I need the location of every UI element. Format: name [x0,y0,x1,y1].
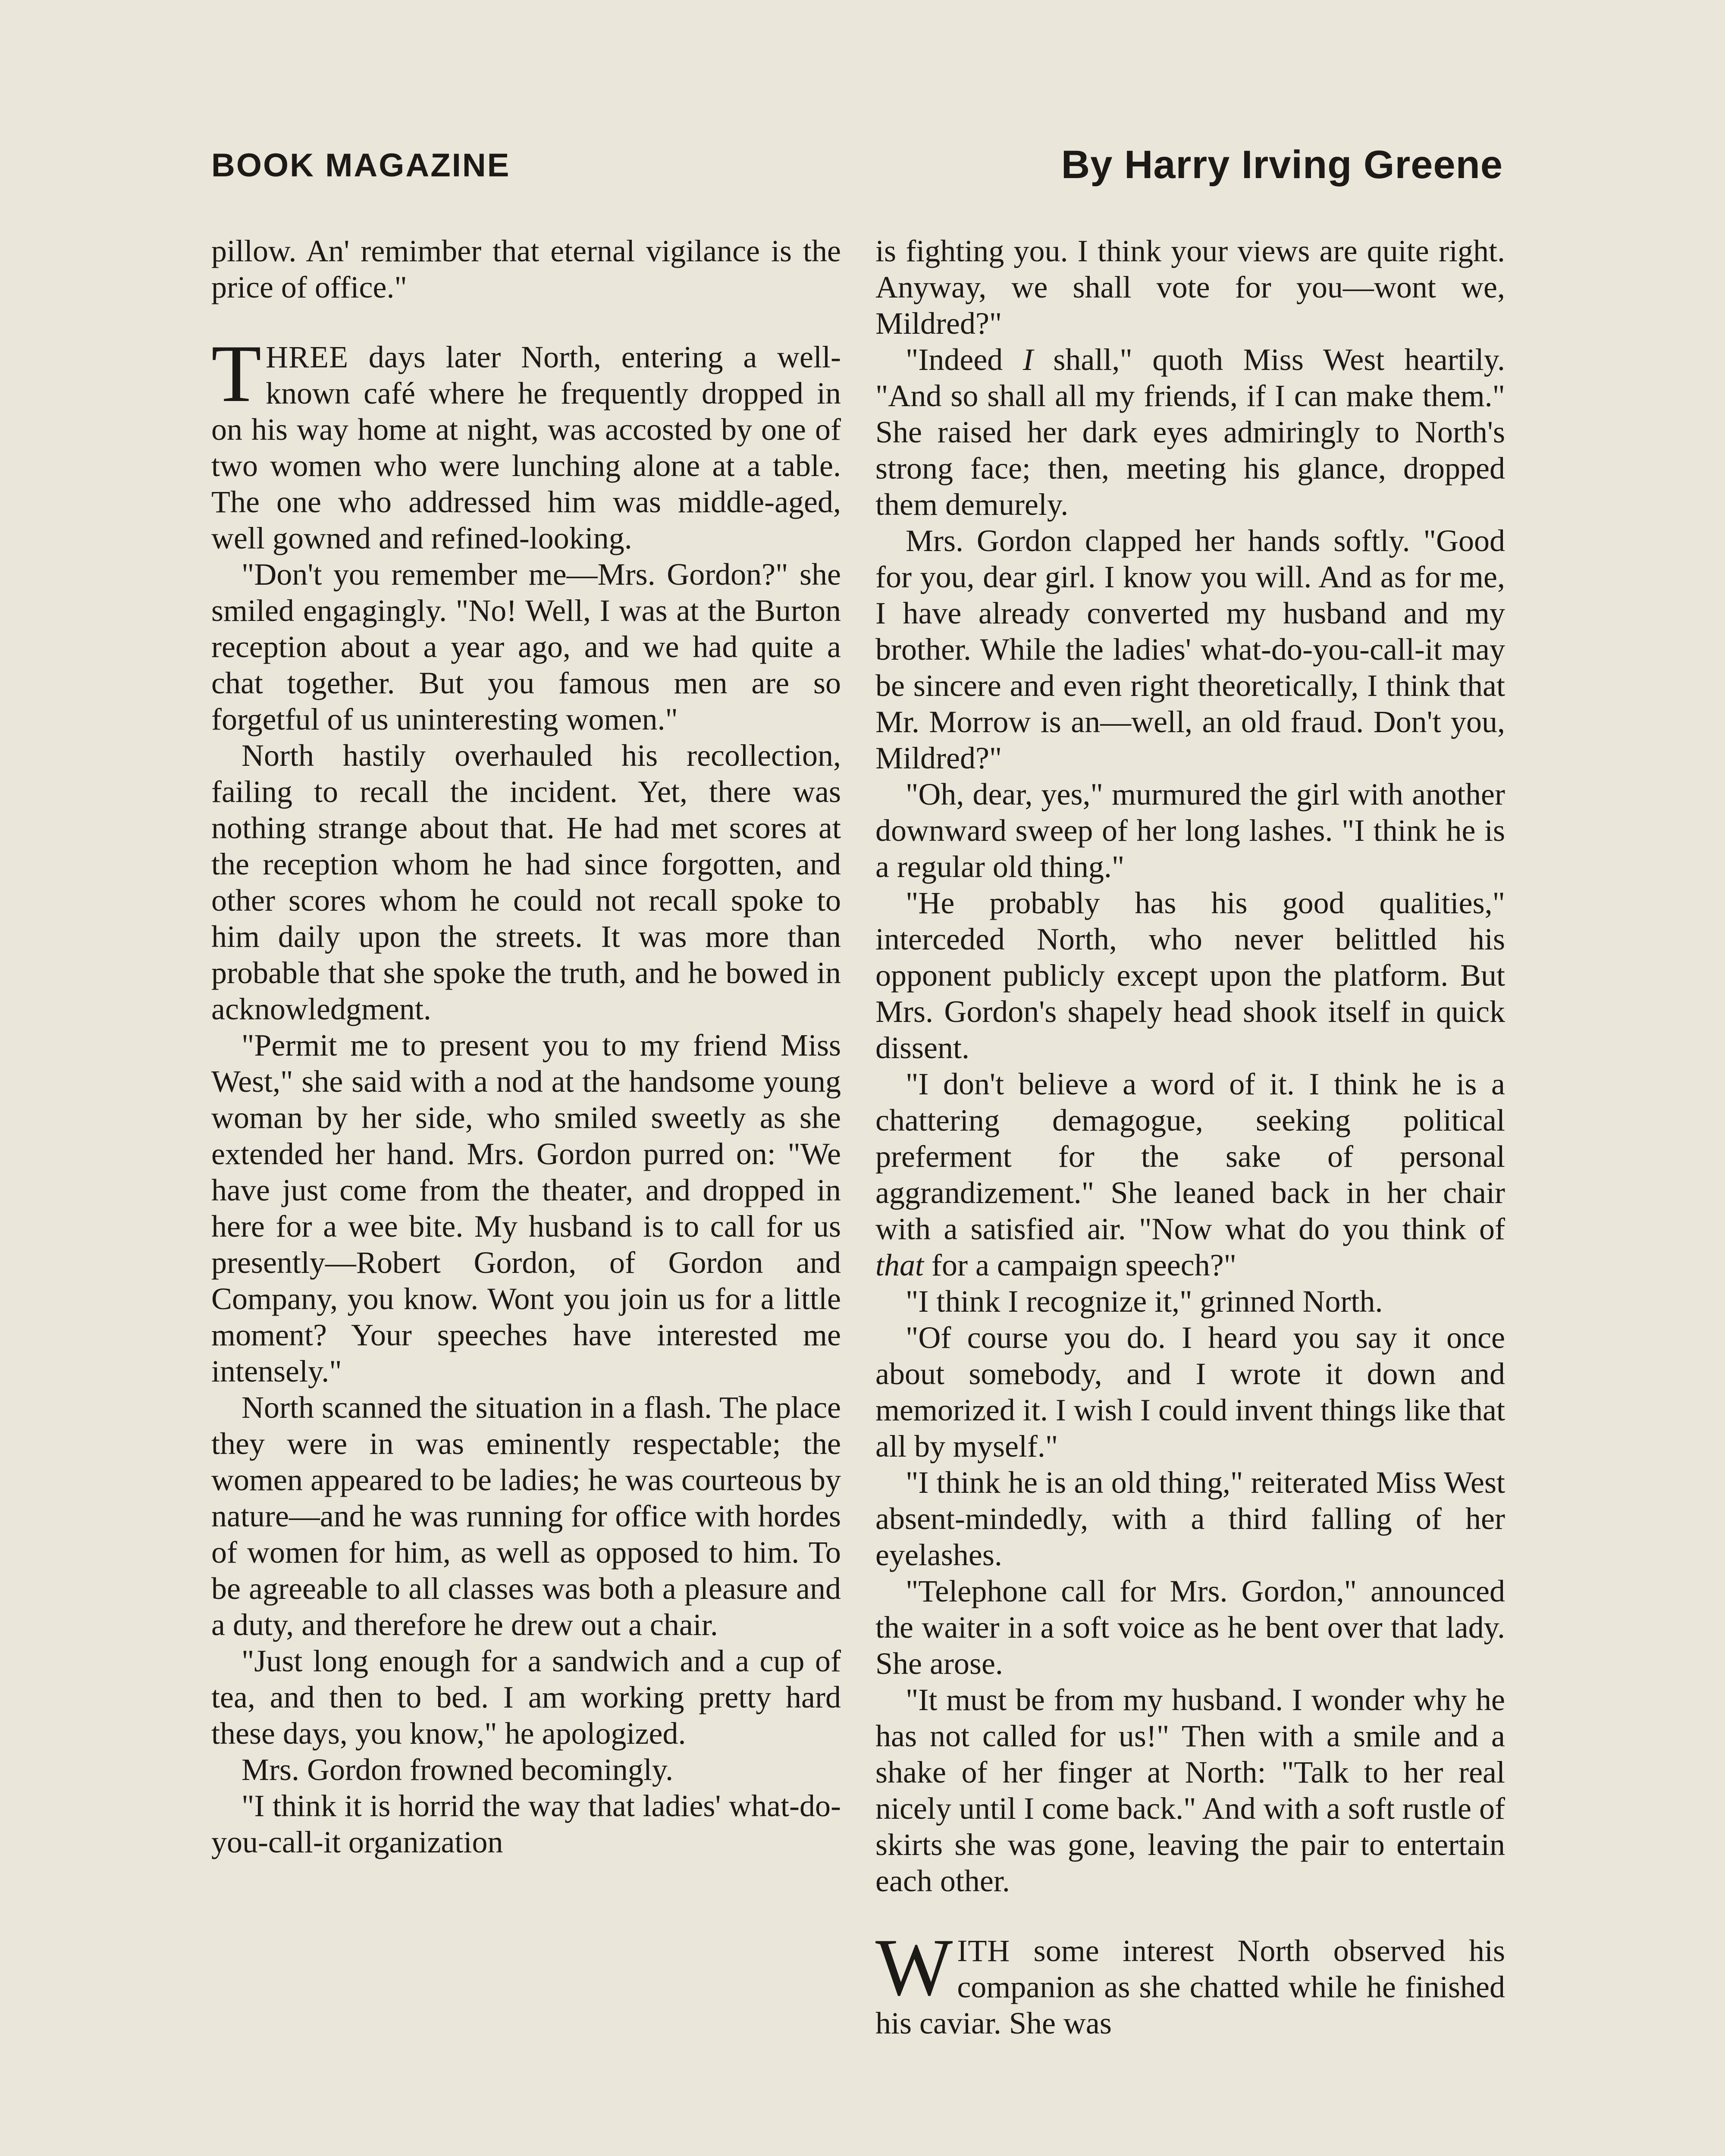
paragraph: Mrs. Gordon frowned becomingly. [242,1752,674,1787]
drop-cap: W [875,1922,953,2013]
paragraph-text: days later North, entering a well-known café where he frequently dropped in on his way home at night, was accosted by one of two women who were lunching alone at a table. The one who addressed him was middle-aged, well gowned and refined-looking. [211,340,841,555]
paragraph: "He probably has his good qualities," interceded North, who never belittled his opponent publicly except upon the platform. But Mrs. Gordon's shapely head shook itself in quick dissent. [875,886,1505,1065]
section-opening-paragraph [875,1922,1505,2041]
running-title-left: BOOK MAGAZINE [211,147,511,184]
drop-cap: T [211,329,262,419]
paragraph-text: "Indeed [906,342,1023,377]
paragraph: "I think he is an old thing," reiterated Miss West absent-mindedly, with a third falling of her eyelashes. [875,1465,1505,1572]
small-caps-lead: HREE [266,340,349,374]
paragraph: "It must be from my husband. I wonder why he has not called for us!" Then with a smile and a shake of her finger at North: "Talk to her real nicely until I come back." And with a soft rustle of skirts she was gone, leaving the pair to entertain each other. [875,1683,1505,1898]
paragraph: "Just long enough for a sandwich and a cup of tea, and then to bed. I am working pretty hard these days, you know," he apologized. [211,1644,841,1751]
running-title-right: By Harry Irving Greene [1061,143,1503,187]
italic-text: I [1022,342,1033,377]
paragraph: Mrs. Gordon clapped her hands softly. "Good for you, dear girl. I know you will. And as for me, I have already converted my husband and my brother. While the ladies' what-do-you-call-it may be sincere and even right theoretically, I think that Mr. Morrow is an—well, an old fraud. Don't you, Mildred?" [875,523,1505,775]
paragraph [875,342,1505,523]
paragraph: "Telephone call for Mrs. Gordon," announced the waiter in a soft voice as he bent over that lady. She arose. [875,1574,1505,1681]
article-body [211,233,1505,2156]
paragraph: "Don't you remember me—Mrs. Gordon?" she smiled engagingly. "No! Well, I was at the Burton reception about a year ago, and we had quite a chat together. But you famous men are so forgetful of us uninteresting women." [211,557,841,736]
paragraph: "I think it is horrid the way that ladies' what-do-you-call-it organization [211,1789,841,1859]
small-caps-lead: ITH [957,1934,1010,1968]
paragraph-text: shall," quoth Miss West heartily. "And so shall all my friends, if I can make them." She raised her dark eyes admiringly to North's strong face; then, meeting his glance, dropped them demurely. [875,342,1505,522]
paragraph-text: "I don't believe a word of it. I think he is a chattering demagogue, seeking political preferment for the sake of personal aggrandizement." She leaned back in her chair with a satisfied air. "Now what do you think of [875,1067,1505,1246]
running-header [211,142,1503,198]
italic-text: that [875,1248,924,1282]
paragraph-text: some interest North observed his companion as she chatted while he finished his caviar. She was [875,1934,1505,2040]
paragraph: "I think I recognize it," grinned North. [906,1284,1383,1319]
left-column [211,233,841,2156]
paragraph [875,1066,1505,1283]
right-column [875,233,1505,2156]
paragraph: pillow. An' remimber that eternal vigilance is the price of office." [211,234,841,304]
paragraph: North hastily overhauled his recollection, failing to recall the incident. Yet, there was nothing strange about that. He had met scores at the reception whom he had since forgotten, and other scores whom he could not recall spoke to him daily upon the streets. It was more than probable that she spoke the truth, and he bowed in acknowledgment. [211,738,841,1026]
paragraph: North scanned the situation in a flash. The place they were in was eminently respectable; the women appeared to be ladies; he was courteous by nature—and he was running for office with hordes of women for him, as well as opposed to him. To be agreeable to all classes was both a pleasure and a duty, and therefore he drew out a chair. [211,1390,841,1642]
paragraph: "Of course you do. I heard you say it once about somebody, and I wrote it down and memorized it. I wish I could invent things like that all by myself." [875,1320,1505,1463]
paragraph: "Permit me to present you to my friend Miss West," she said with a nod at the handsome young woman by her side, who smiled sweetly as she extended her hand. Mrs. Gordon purred on: "We have just come from the theater, and dropped in here for a wee bite. My husband is to call for us presently—Robert Gordon, of Gordon and Company, you know. Wont you join us for a little moment? Your speeches have interested me intensely." [211,1028,841,1388]
paragraph-text: for a campaign speech?" [924,1248,1237,1282]
paragraph: "Oh, dear, yes," murmured the girl with another downward sweep of her long lashes. "I think he is a regular old thing." [875,777,1505,884]
section-opening-paragraph [211,329,841,556]
paragraph: is fighting you. I think your views are quite right. Anyway, we shall vote for you—wont we, Mildred?" [875,234,1505,341]
